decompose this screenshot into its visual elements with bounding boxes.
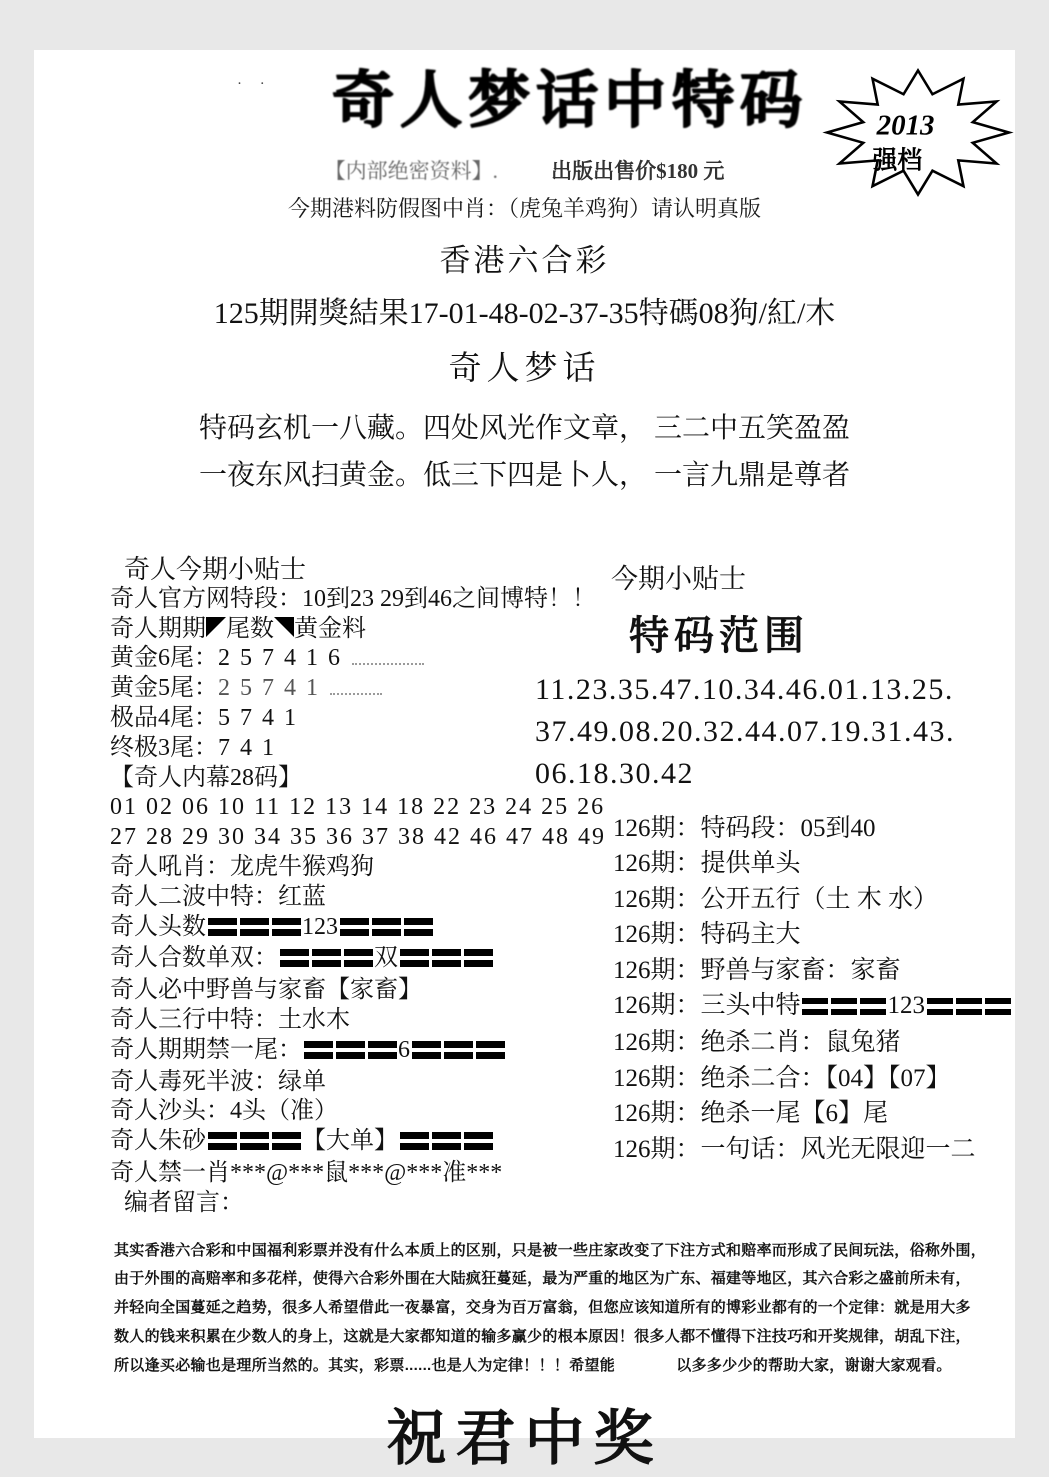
closing-wish: 祝君中奖: [386, 1405, 663, 1472]
price-label: 出版出售价$180 元: [551, 159, 725, 183]
triangle-right-icon: [274, 617, 294, 637]
tail-gold-line: 奇人期期 尾数 黄金料: [110, 615, 366, 642]
tips-columns: [34, 555, 1015, 1219]
insider-numbers-row-1: 01 02 06 10 11 12 13 14 18 22 23 24 25 26: [110, 794, 606, 821]
right-tips-column: [527, 555, 1015, 1219]
section-subtitle: 奇人梦话: [448, 351, 601, 387]
ban-one-zodiac-line: 奇人禁一肖***@***鼠***@***准***: [110, 1159, 503, 1186]
list-item: 126期：特码主大: [613, 921, 801, 949]
black-bars-icon: [206, 915, 302, 945]
editor-note-paragraph: [114, 1237, 1015, 1381]
list-item: 126期：野兽与家畜：家畜: [613, 956, 901, 984]
draw-result-line: 125期開獎結果17-01-48-02-37-35特碼08狗/紅/木: [213, 297, 836, 330]
poem-line-1: 特码玄机一八藏。四处风光作文章， 三二中五笑盈盈: [198, 413, 850, 444]
insider-numbers-row-2: 27 28 29 30 34 35 36 37 38 42 46 47 48 49: [110, 824, 606, 851]
sand-head-line: 奇人沙头：4头（准）: [110, 1098, 338, 1125]
black-bars-icon: [398, 946, 494, 976]
poem-line-2: 一夜东风扫黄金。低三下四是卜人， 一言九鼎是尊者: [198, 460, 850, 491]
right-heading: 今期小贴士: [611, 564, 746, 594]
paragraph-line-2: 由于外围的高赔率和多花样，使得六合彩外围在大陆疯狂蔓延，最为严重的地区为广东、福建等地区，其六合彩之盛前所未有，: [114, 1270, 971, 1288]
badge-year: 2013: [876, 109, 935, 142]
paragraph-line-3: 并轻向全国蔓延之趋势，很多人希望借此一夜暴富，交身为百万富翁，但您应该知道所有的博彩业都有的一个定律：就是用大多: [114, 1299, 971, 1317]
paragraph-line-1: 其实香港六合彩和中国福利彩票并没有什么本质上的区别，只是被一些庄家改变了下注方式和赔率而形成了民间玩法，俗称外围，: [114, 1241, 987, 1259]
black-bars-icon: [302, 1038, 398, 1068]
black-bars-icon: [398, 1129, 494, 1159]
gold-6-tail-row: 黄金6尾：2 5 7 4 1 6: [110, 644, 527, 674]
poison-half-wave-line: 奇人毒死半波：绿单: [110, 1068, 326, 1095]
left-heading: 奇人今期小贴士: [124, 555, 307, 584]
special-range-numbers: [535, 669, 1015, 795]
range-line-2: 37.49.08.20.32.44.07.19.31.43.: [535, 715, 955, 748]
anti-fake-line: 今期港料防假图中肖：（虎兔羊鸡狗）请认明真版: [287, 196, 761, 221]
gold-5-tail-row: 黄金5尾：2 5 7 4 1: [110, 674, 527, 704]
ban-one-tail-row: 奇人期期禁一尾： 6: [110, 1036, 527, 1068]
range-line-1: 11.23.35.47.10.34.46.01.13.25.: [535, 673, 954, 706]
lottery-name: 香港六合彩: [439, 243, 610, 278]
beast-livestock-line: 奇人必中野兽与家畜【家畜】: [110, 977, 422, 1004]
list-item: 126期：三头中特 123: [613, 988, 1015, 1025]
black-bars-icon: [801, 990, 888, 1025]
left-tips-column: [34, 555, 606, 1219]
cinnabar-row: 奇人朱砂 【大单】: [110, 1127, 527, 1159]
black-bars-icon: [278, 946, 374, 976]
paragraph-line-4: 数人的钱来积累在少数人的身上，这就是大家都知道的输多赢少的根本原因！很多人都不懂得下注技巧和开奖规律，胡乱下注，: [114, 1327, 971, 1345]
best-4-tail-row: 极品4尾：5 7 4 1: [110, 704, 298, 731]
editor-note-label: 编者留言：: [124, 1189, 244, 1216]
page-title: 奇人梦话中特码: [331, 67, 808, 135]
final-3-tail-row: 终极3尾：7 4 1: [110, 734, 276, 761]
list-item: 126期：公开五行（土 木 水）: [613, 885, 939, 913]
special-range-title: 特码范围: [629, 613, 809, 658]
scan-dotted-line: [352, 657, 424, 665]
list-item: 126期：提供单头: [613, 850, 801, 878]
scan-dotted-line: [330, 687, 382, 695]
list-item: 126期：特码段：05到40: [613, 815, 876, 842]
black-bars-icon: [206, 1129, 302, 1159]
black-bars-icon: [925, 990, 1012, 1025]
two-wave-line: 奇人二波中特：红蓝: [110, 883, 326, 910]
scanned-lottery-sheet: [34, 50, 1015, 1472]
riddle-poem: [34, 405, 1015, 499]
black-bars-icon: [410, 1038, 506, 1068]
paragraph-line-5: 所以逢买必输也是理所当然的。其实，彩票......也是人为定律！！！希望能 以多多少少的帮助大家，谢谢大家观看。: [114, 1356, 952, 1374]
range-line-3: 06.18.30.42: [535, 757, 694, 790]
official-range-line: 奇人官方网特段：10到23 29到46之间博特！！: [110, 585, 596, 612]
insider-28-heading: 【奇人内幕28码】: [110, 764, 302, 791]
black-bars-icon: [338, 915, 434, 945]
secret-material-label: 【内部绝密资料】.: [324, 159, 498, 183]
three-element-line: 奇人三行中特：土水木: [110, 1006, 350, 1033]
period-126-list: [613, 811, 1015, 1167]
list-item: 126期：绝杀二合：【04】【07】: [613, 1064, 951, 1092]
triangle-left-icon: [206, 617, 226, 637]
list-item: 126期：绝杀一尾【6】尾: [613, 1100, 889, 1128]
sum-odd-even-row: 奇人合数单双： 双: [110, 944, 527, 976]
roar-zodiac-line: 奇人吼肖：龙虎牛猴鸡狗: [110, 853, 374, 880]
list-item: 126期：一句话：风光无限迎一二: [613, 1135, 976, 1163]
badge-label: 强档: [872, 147, 923, 175]
scan-artifact-dots: · ·: [237, 76, 272, 92]
list-item: 126期：绝杀二肖：鼠兔猪: [613, 1029, 901, 1057]
head-number-row: 奇人头数 123: [110, 913, 527, 945]
